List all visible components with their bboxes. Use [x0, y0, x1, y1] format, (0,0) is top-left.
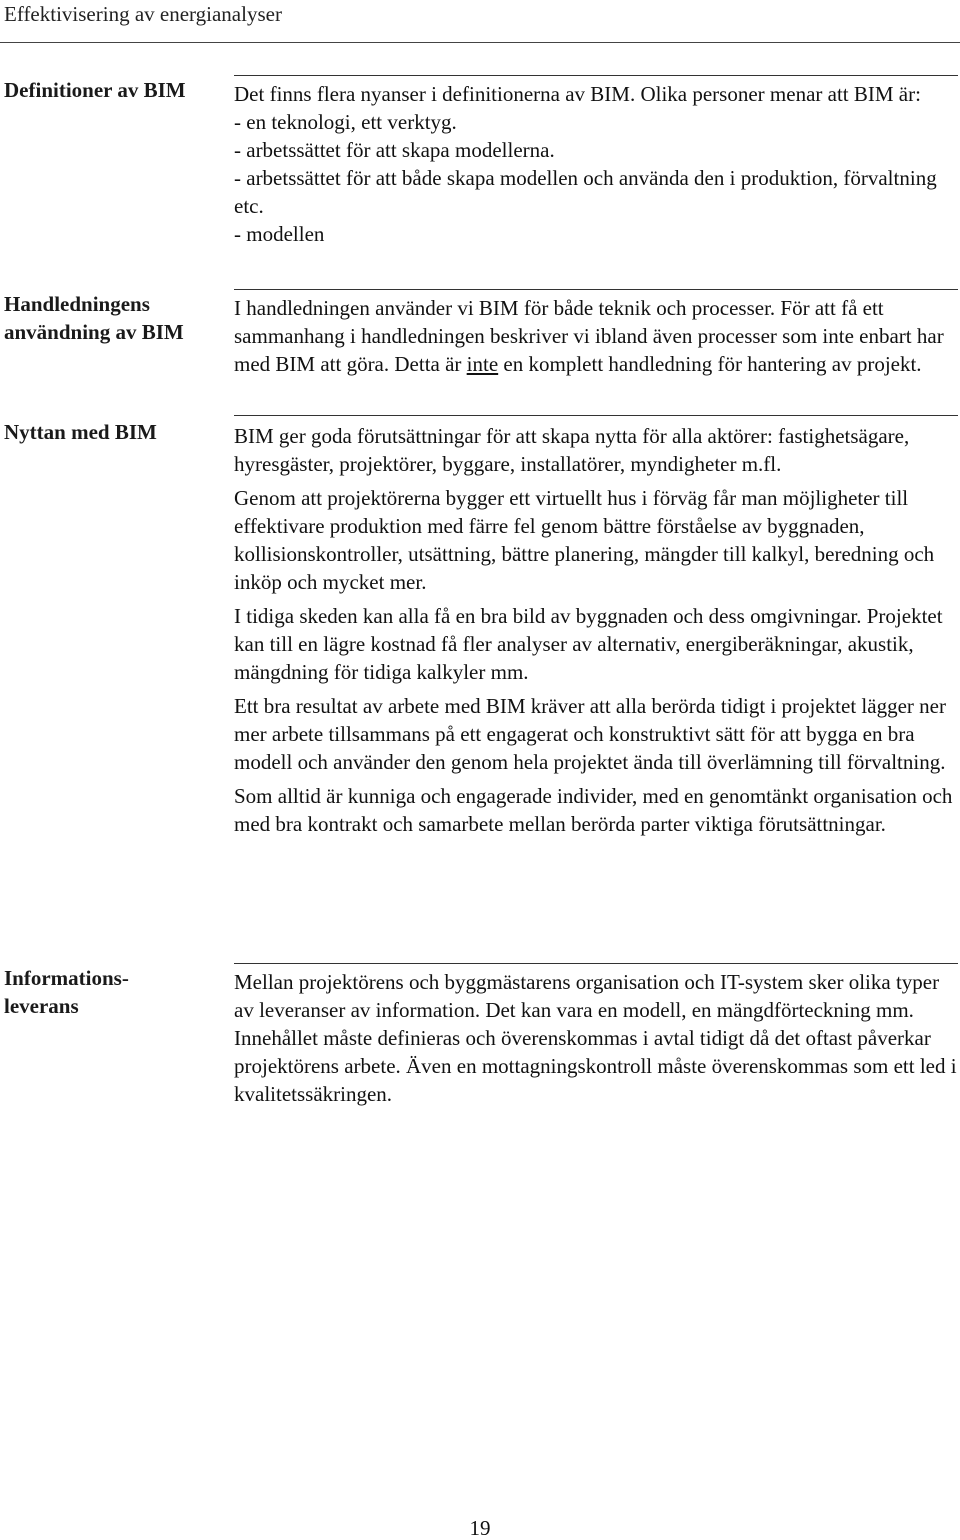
- heading-delivery-line1: Informations-: [4, 966, 129, 990]
- heading-definitions: Definitioner av BIM: [4, 78, 186, 102]
- benefits-paragraph: Som alltid är kunniga och engagerade individer, med en genomtänkt organisation och med bra kontrakt och samarbete mellan berörda parter viktiga förutsättningar.: [234, 784, 953, 836]
- section-delivery: [234, 968, 958, 1108]
- heading-delivery-line2: leverans: [4, 994, 79, 1018]
- definition-item: - arbetssättet för att skapa modellerna.: [234, 138, 555, 162]
- usage-paragraph: [234, 294, 958, 378]
- definition-item: - arbetssättet för att både skapa modellen och använda den i produktion, förvaltning etc.: [234, 166, 937, 218]
- running-header: Effektivisering av energianalyser: [4, 2, 282, 26]
- definitions-intro: Det finns flera nyanser i definitionerna av BIM. Olika personer menar att BIM är:: [234, 82, 921, 106]
- benefits-paragraph: I tidiga skeden kan alla få en bra bild av byggnaden och dess omgivningar. Projektet kan till en lägre kostnad få fler analyser av alternativ, energiberäkningar, akustik, mängdning för tidiga kalkyler mm.: [234, 604, 943, 684]
- section-divider-definitions: [234, 75, 958, 76]
- benefits-paragraph: Genom att projektörerna bygger ett virtuellt hus i förväg får man möjligheter till effektivare produktion med färre fel genom bättre förståelse av byggnaden, kollisionskontroller, utsättning, bättre planering, mängder till kalkyl, beredning och inköp och mycket mer.: [234, 486, 935, 594]
- benefits-paragraph: BIM ger goda förutsättningar för att skapa nytta för alla aktörer: fastighetsägare, hyresgäster, projektörer, byggare, installatörer, myndigheter m.fl.: [234, 424, 910, 476]
- section-divider-delivery: [234, 963, 958, 964]
- section-divider-benefits: [234, 415, 958, 416]
- heading-delivery: [4, 964, 226, 1020]
- section-usage: [234, 294, 958, 378]
- usage-text-emphasis: inte: [466, 352, 499, 376]
- page-number: 19: [469, 1516, 491, 1540]
- section-benefits: [234, 422, 958, 838]
- section-definitions: [234, 80, 958, 248]
- usage-text-before: I handledningen använder vi BIM för både teknik och processer. För att få ett sammanhang i handledningen beskriver vi ibland även processer som inte enbart har med BIM att göra. Detta är: [234, 296, 944, 376]
- definitions-list: [234, 108, 958, 248]
- heading-usage: Handledningens användning av BIM: [4, 292, 184, 344]
- usage-text-after: en komplett handledning för hantering av projekt.: [498, 352, 922, 376]
- delivery-paragraph: Mellan projektörens och byggmästarens organisation och IT-system sker olika typer av leveranser av information. Det kan vara en modell, en mängdförteckning mm. Innehållet måste definieras och överenskommas i avtal tidigt då det oftast påverkar projektörens arbete. Även en mottagningskontroll måste överenskommas som ett led i kvalitetssäkringen.: [234, 970, 957, 1106]
- section-divider-usage: [234, 289, 958, 290]
- header-divider: [0, 42, 960, 43]
- definition-item: - en teknologi, ett verktyg.: [234, 110, 457, 134]
- definition-item: - modellen: [234, 222, 325, 246]
- benefits-paragraph: Ett bra resultat av arbete med BIM kräver att alla berörda tidigt i projektet lägger ner mer arbete tillsammans på ett engagerat och konstruktivt sätt för att bygga en bra modell och använder den genom hela projektet ända till överlämning till förvaltning.: [234, 694, 946, 774]
- heading-benefits: Nyttan med BIM: [4, 420, 157, 444]
